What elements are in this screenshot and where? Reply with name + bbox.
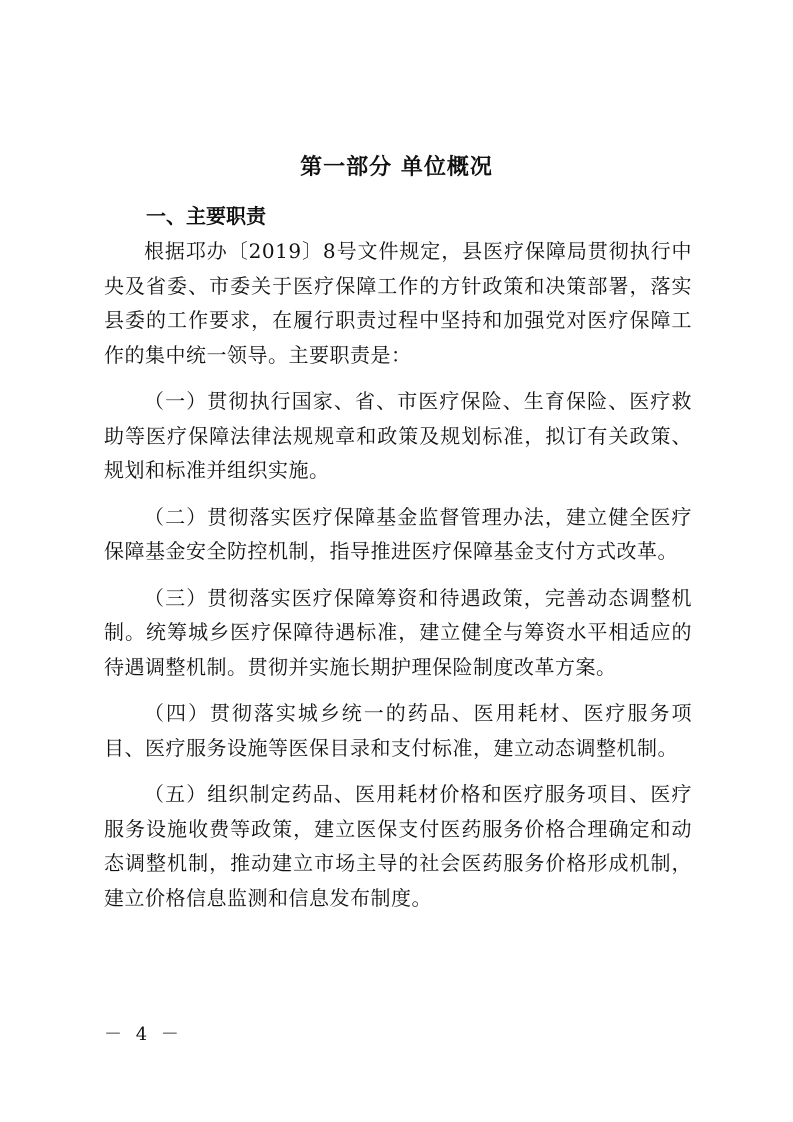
- page-title: 第一部分 单位概况: [300, 155, 493, 180]
- paragraph-item-5: （五）组织制定药品、医用耗材价格和医疗服务项目、医疗服务设施收费等政策，建立医保支付医药服务价格合理确定和动态调整机制，推动建立市场主导的社会医药服务价格形成机制，建立价格信息监测和信息发布制度。: [104, 782, 692, 910]
- section-heading: 一、主要职责: [146, 204, 266, 228]
- paragraph-item-4: （四）贯彻落实城乡统一的药品、医用耗材、医疗服务项目、医疗服务设施等医保目录和支付标准，建立动态调整机制。: [104, 701, 692, 760]
- paragraph-item-3: （三）贯彻落实医疗保障筹资和待遇政策，完善动态调整机制。统筹城乡医疗保障待遇标准，建立健全与筹资水平相适应的待遇调整机制。贯彻并实施长期护理保险制度改革方案。: [104, 585, 692, 679]
- paragraph-item-1: （一）贯彻执行国家、省、市医疗保险、生育保险、医疗救助等医疗保障法律法规规章和政策及规划标准，拟订有关政策、规划和标准并组织实施。: [104, 389, 692, 482]
- paragraph-item-2: （二）贯彻落实医疗保障基金监督管理办法，建立健全医疗保障基金安全防控机制，指导推进医疗保障基金支付方式改革。: [104, 504, 692, 563]
- page-number: － 4 －: [104, 1024, 183, 1045]
- body-text: [104, 234, 692, 915]
- paragraph-intro: 根据邛办〔2019〕8号文件规定，县医疗保障局贯彻执行中央及省委、市委关于医疗保障工作的方针政策和决策部署，落实县委的工作要求，在履行职责过程中坚持和加强党对医疗保障工作的集中统一领导。主要职责是：: [104, 239, 692, 367]
